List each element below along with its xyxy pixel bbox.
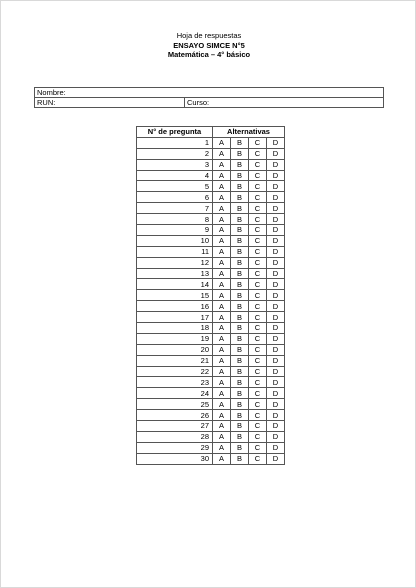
answer-row	[137, 355, 285, 366]
option-d-cell[interactable]: D	[267, 279, 285, 290]
option-a-cell[interactable]: A	[213, 203, 231, 214]
option-d-cell[interactable]: D	[267, 410, 285, 421]
answer-row	[137, 203, 285, 214]
option-b-cell[interactable]: B	[231, 257, 249, 268]
alternatives-column-header: Alternativas	[213, 127, 285, 138]
option-d-cell[interactable]: D	[267, 203, 285, 214]
option-a-cell[interactable]: A	[213, 159, 231, 170]
option-d-cell[interactable]: D	[267, 225, 285, 236]
option-b-cell[interactable]: B	[231, 442, 249, 453]
question-number: 13	[137, 268, 213, 279]
option-b-cell[interactable]: B	[231, 355, 249, 366]
question-number: 28	[137, 431, 213, 442]
option-c-cell[interactable]: C	[249, 410, 267, 421]
option-c-cell[interactable]: C	[249, 366, 267, 377]
option-b-cell[interactable]: B	[231, 290, 249, 301]
answer-row	[137, 192, 285, 203]
option-c-cell[interactable]: C	[249, 453, 267, 464]
answer-row	[137, 159, 285, 170]
answer-row	[137, 214, 285, 225]
option-d-cell[interactable]: D	[267, 431, 285, 442]
option-a-cell[interactable]: A	[213, 279, 231, 290]
question-number: 26	[137, 410, 213, 421]
option-d-cell[interactable]: D	[267, 159, 285, 170]
answer-row	[137, 246, 285, 257]
option-d-cell[interactable]: D	[267, 246, 285, 257]
option-a-cell[interactable]: A	[213, 246, 231, 257]
answer-row	[137, 279, 285, 290]
answer-row	[137, 333, 285, 344]
question-number: 10	[137, 235, 213, 246]
option-d-cell[interactable]: D	[267, 366, 285, 377]
option-a-cell[interactable]: A	[213, 399, 231, 410]
option-d-cell[interactable]: D	[267, 377, 285, 388]
question-number: 2	[137, 148, 213, 159]
option-b-cell[interactable]: B	[231, 181, 249, 192]
question-number: 9	[137, 225, 213, 236]
option-d-cell[interactable]: D	[267, 290, 285, 301]
question-number: 6	[137, 192, 213, 203]
question-number: 8	[137, 214, 213, 225]
run-field[interactable]	[35, 98, 185, 108]
option-b-cell[interactable]: B	[231, 431, 249, 442]
exam-title: ENSAYO SIMCE N°5	[173, 40, 245, 50]
answer-row	[137, 148, 285, 159]
option-b-cell[interactable]: B	[231, 388, 249, 399]
option-b-cell[interactable]: B	[231, 312, 249, 323]
option-a-cell[interactable]: A	[213, 312, 231, 323]
question-number: 24	[137, 388, 213, 399]
sheet-header	[1, 31, 416, 60]
option-c-cell[interactable]: C	[249, 333, 267, 344]
option-d-cell[interactable]: D	[267, 214, 285, 225]
option-b-cell[interactable]: B	[231, 399, 249, 410]
option-c-cell[interactable]: C	[249, 355, 267, 366]
option-c-cell[interactable]: C	[249, 203, 267, 214]
option-c-cell[interactable]: C	[249, 192, 267, 203]
question-number: 3	[137, 159, 213, 170]
option-b-cell[interactable]: B	[231, 137, 249, 148]
curso-label: Curso:	[187, 98, 210, 107]
option-c-cell[interactable]: C	[249, 377, 267, 388]
option-a-cell[interactable]: A	[213, 290, 231, 301]
option-d-cell[interactable]: D	[267, 192, 285, 203]
question-number: 15	[137, 290, 213, 301]
answer-row	[137, 170, 285, 181]
option-a-cell[interactable]: A	[213, 431, 231, 442]
option-b-cell[interactable]: B	[231, 170, 249, 181]
option-c-cell[interactable]: C	[249, 159, 267, 170]
answer-row	[137, 290, 285, 301]
option-c-cell[interactable]: C	[249, 257, 267, 268]
option-b-cell[interactable]: B	[231, 159, 249, 170]
option-b-cell[interactable]: B	[231, 453, 249, 464]
option-a-cell[interactable]: A	[213, 410, 231, 421]
option-a-cell[interactable]: A	[213, 192, 231, 203]
option-c-cell[interactable]: C	[249, 312, 267, 323]
curso-field[interactable]	[185, 98, 384, 108]
question-number: 17	[137, 312, 213, 323]
answer-row	[137, 453, 285, 464]
question-number: 23	[137, 377, 213, 388]
option-a-cell[interactable]: A	[213, 421, 231, 432]
student-info-table	[34, 87, 384, 108]
option-c-cell[interactable]: C	[249, 137, 267, 148]
question-number: 1	[137, 137, 213, 148]
option-c-cell[interactable]: C	[249, 399, 267, 410]
option-c-cell[interactable]: C	[249, 388, 267, 399]
question-number: 30	[137, 453, 213, 464]
answer-row	[137, 421, 285, 432]
question-number: 19	[137, 333, 213, 344]
option-c-cell[interactable]: C	[249, 214, 267, 225]
option-d-cell[interactable]: D	[267, 453, 285, 464]
question-number: 16	[137, 301, 213, 312]
option-b-cell[interactable]: B	[231, 344, 249, 355]
option-d-cell[interactable]: D	[267, 170, 285, 181]
question-number: 7	[137, 203, 213, 214]
question-number: 27	[137, 421, 213, 432]
option-c-cell[interactable]: C	[249, 344, 267, 355]
option-c-cell[interactable]: C	[249, 181, 267, 192]
option-a-cell[interactable]: A	[213, 214, 231, 225]
question-number: 20	[137, 344, 213, 355]
option-b-cell[interactable]: B	[231, 235, 249, 246]
option-a-cell[interactable]: A	[213, 388, 231, 399]
answer-row	[137, 257, 285, 268]
option-a-cell[interactable]: A	[213, 170, 231, 181]
answer-row	[137, 312, 285, 323]
question-number: 18	[137, 323, 213, 334]
option-a-cell[interactable]: A	[213, 344, 231, 355]
option-b-cell[interactable]: B	[231, 192, 249, 203]
option-d-cell[interactable]: D	[267, 344, 285, 355]
option-b-cell[interactable]: B	[231, 279, 249, 290]
option-c-cell[interactable]: C	[249, 421, 267, 432]
option-b-cell[interactable]: B	[231, 246, 249, 257]
option-b-cell[interactable]: B	[231, 410, 249, 421]
option-a-cell[interactable]: A	[213, 225, 231, 236]
option-a-cell[interactable]: A	[213, 453, 231, 464]
option-b-cell[interactable]: B	[231, 203, 249, 214]
question-number: 12	[137, 257, 213, 268]
question-number: 4	[137, 170, 213, 181]
option-a-cell[interactable]: A	[213, 366, 231, 377]
answer-row	[137, 366, 285, 377]
answer-row	[137, 225, 285, 236]
answer-row	[137, 377, 285, 388]
option-a-cell[interactable]: A	[213, 442, 231, 453]
option-a-cell[interactable]: A	[213, 148, 231, 159]
option-c-cell[interactable]: C	[249, 268, 267, 279]
answer-row	[137, 399, 285, 410]
sheet-subtitle: Hoja de respuestas	[176, 31, 242, 40]
run-label: RUN:	[37, 98, 56, 107]
option-c-cell[interactable]: C	[249, 442, 267, 453]
option-c-cell[interactable]: C	[249, 301, 267, 312]
nombre-field[interactable]	[35, 88, 384, 98]
option-d-cell[interactable]: D	[267, 323, 285, 334]
option-a-cell[interactable]: A	[213, 323, 231, 334]
option-b-cell[interactable]: B	[231, 148, 249, 159]
option-a-cell[interactable]: A	[213, 333, 231, 344]
answer-row	[137, 431, 285, 442]
answer-row	[137, 181, 285, 192]
answer-row	[137, 235, 285, 246]
subject-title: Matemática – 4° básico	[167, 50, 251, 59]
answer-row	[137, 442, 285, 453]
nombre-label: Nombre:	[37, 88, 66, 97]
answer-row	[137, 410, 285, 421]
question-number: 14	[137, 279, 213, 290]
option-c-cell[interactable]: C	[249, 235, 267, 246]
option-d-cell[interactable]: D	[267, 301, 285, 312]
answers-table	[136, 126, 285, 465]
option-d-cell[interactable]: D	[267, 333, 285, 344]
question-number: 5	[137, 181, 213, 192]
option-c-cell[interactable]: C	[249, 431, 267, 442]
option-a-cell[interactable]: A	[213, 355, 231, 366]
option-a-cell[interactable]: A	[213, 268, 231, 279]
option-b-cell[interactable]: B	[231, 421, 249, 432]
option-c-cell[interactable]: C	[249, 290, 267, 301]
answer-row	[137, 388, 285, 399]
option-d-cell[interactable]: D	[267, 399, 285, 410]
option-b-cell[interactable]: B	[231, 366, 249, 377]
option-b-cell[interactable]: B	[231, 268, 249, 279]
question-column-header: N° de pregunta	[137, 127, 213, 138]
question-number: 21	[137, 355, 213, 366]
option-a-cell[interactable]: A	[213, 181, 231, 192]
option-c-cell[interactable]: C	[249, 323, 267, 334]
option-d-cell[interactable]: D	[267, 442, 285, 453]
question-number: 29	[137, 442, 213, 453]
option-d-cell[interactable]: D	[267, 148, 285, 159]
option-b-cell[interactable]: B	[231, 333, 249, 344]
option-d-cell[interactable]: D	[267, 181, 285, 192]
option-a-cell[interactable]: A	[213, 235, 231, 246]
option-b-cell[interactable]: B	[231, 301, 249, 312]
option-d-cell[interactable]: D	[267, 235, 285, 246]
option-a-cell[interactable]: A	[213, 377, 231, 388]
option-a-cell[interactable]: A	[213, 137, 231, 148]
answer-row	[137, 137, 285, 148]
option-d-cell[interactable]: D	[267, 268, 285, 279]
option-a-cell[interactable]: A	[213, 301, 231, 312]
option-b-cell[interactable]: B	[231, 214, 249, 225]
answer-row	[137, 344, 285, 355]
option-c-cell[interactable]: C	[249, 170, 267, 181]
option-a-cell[interactable]: A	[213, 257, 231, 268]
question-number: 22	[137, 366, 213, 377]
answer-row	[137, 301, 285, 312]
answer-row	[137, 323, 285, 334]
option-c-cell[interactable]: C	[249, 148, 267, 159]
question-number: 11	[137, 246, 213, 257]
option-d-cell[interactable]: D	[267, 137, 285, 148]
option-d-cell[interactable]: D	[267, 257, 285, 268]
answer-row	[137, 268, 285, 279]
option-b-cell[interactable]: B	[231, 323, 249, 334]
question-number: 25	[137, 399, 213, 410]
option-c-cell[interactable]: C	[249, 279, 267, 290]
option-b-cell[interactable]: B	[231, 225, 249, 236]
option-c-cell[interactable]: C	[249, 225, 267, 236]
option-b-cell[interactable]: B	[231, 377, 249, 388]
option-d-cell[interactable]: D	[267, 355, 285, 366]
option-c-cell[interactable]: C	[249, 246, 267, 257]
option-d-cell[interactable]: D	[267, 421, 285, 432]
option-d-cell[interactable]: D	[267, 388, 285, 399]
option-d-cell[interactable]: D	[267, 312, 285, 323]
